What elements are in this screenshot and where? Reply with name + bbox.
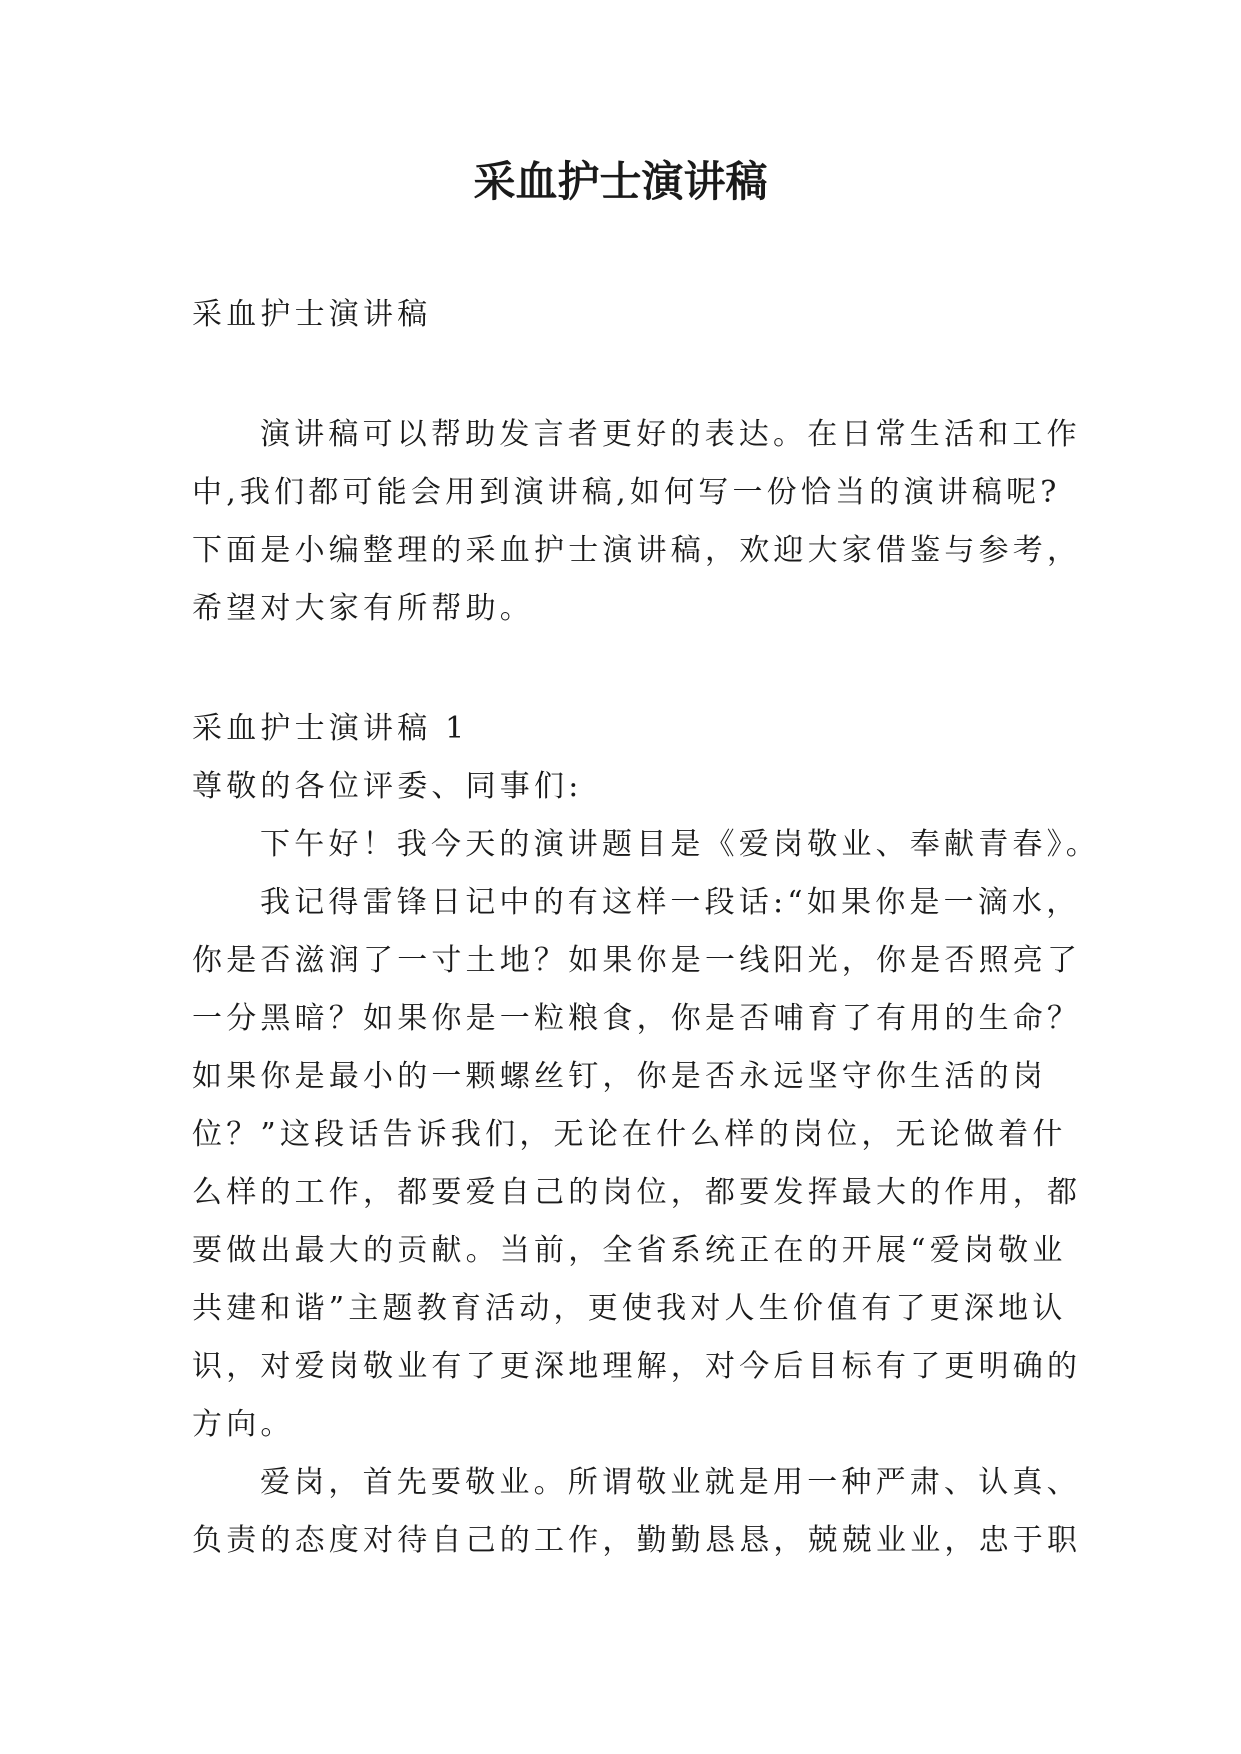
paragraph-line: 方向。	[192, 1407, 295, 1442]
paragraph-line: 共建和谐”主题教育活动，更使我对人生价值有了更深地认	[192, 1291, 1067, 1326]
paragraph-line: 一分黑暗？如果你是一粒粮食，你是否哺育了有用的生命？	[192, 1001, 1082, 1036]
spacer	[192, 638, 1052, 700]
intro-paragraph	[192, 406, 1082, 638]
paragraph-line: 负责的态度对待自己的工作，勤勤恳恳，兢兢业业，忠于职	[192, 1523, 1082, 1558]
salutation: 尊敬的各位评委、同事们:	[192, 769, 583, 804]
paragraph-line: 么样的工作，都要爱自己的岗位，都要发挥最大的作用，都	[192, 1175, 1082, 1210]
paragraph-2	[192, 1454, 1082, 1570]
intro-line: 演讲稿可以帮助发言者更好的表达。在日常生活和工作	[260, 417, 1081, 452]
spacer	[192, 344, 1052, 406]
document-title: 采血护士演讲稿	[473, 157, 768, 206]
intro-line: 中,我们都可能会用到演讲稿,如何写一份恰当的演讲稿呢?	[192, 475, 1061, 510]
paragraph-line: 我记得雷锋日记中的有这样一段话:“如果你是一滴水，	[260, 885, 1081, 920]
paragraph-line: 识，对爱岗敬业有了更深地理解，对今后目标有了更明确的	[192, 1349, 1082, 1384]
paragraph-line: 如果你是最小的一颗螺丝钉，你是否永远坚守你生活的岗	[192, 1059, 1047, 1094]
paragraph-line: 你是否滋润了一寸土地？如果你是一线阳光，你是否照亮了	[192, 943, 1082, 978]
paragraph-line: 位？”这段话告诉我们，无论在什么样的岗位，无论做着什	[192, 1117, 1067, 1152]
greeting: 下午好！我今天的演讲题目是《爱岗敬业、奉献青春》。	[260, 827, 1100, 862]
document-subtitle: 采血护士演讲稿	[192, 297, 432, 332]
intro-line: 下面是小编整理的采血护士演讲稿，欢迎大家借鉴与参考，	[192, 533, 1082, 568]
paragraph-line: 爱岗，首先要敬业。所谓敬业就是用一种严肃、认真、	[260, 1465, 1081, 1500]
intro-line: 希望对大家有所帮助。	[192, 591, 534, 626]
paragraph-1	[192, 874, 1082, 1454]
document-body	[192, 286, 1100, 1570]
paragraph-line: 要做出最大的贡献。当前，全省系统正在的开展“爱岗敬业	[192, 1233, 1067, 1268]
section-heading: 采血护士演讲稿 1	[192, 711, 469, 746]
